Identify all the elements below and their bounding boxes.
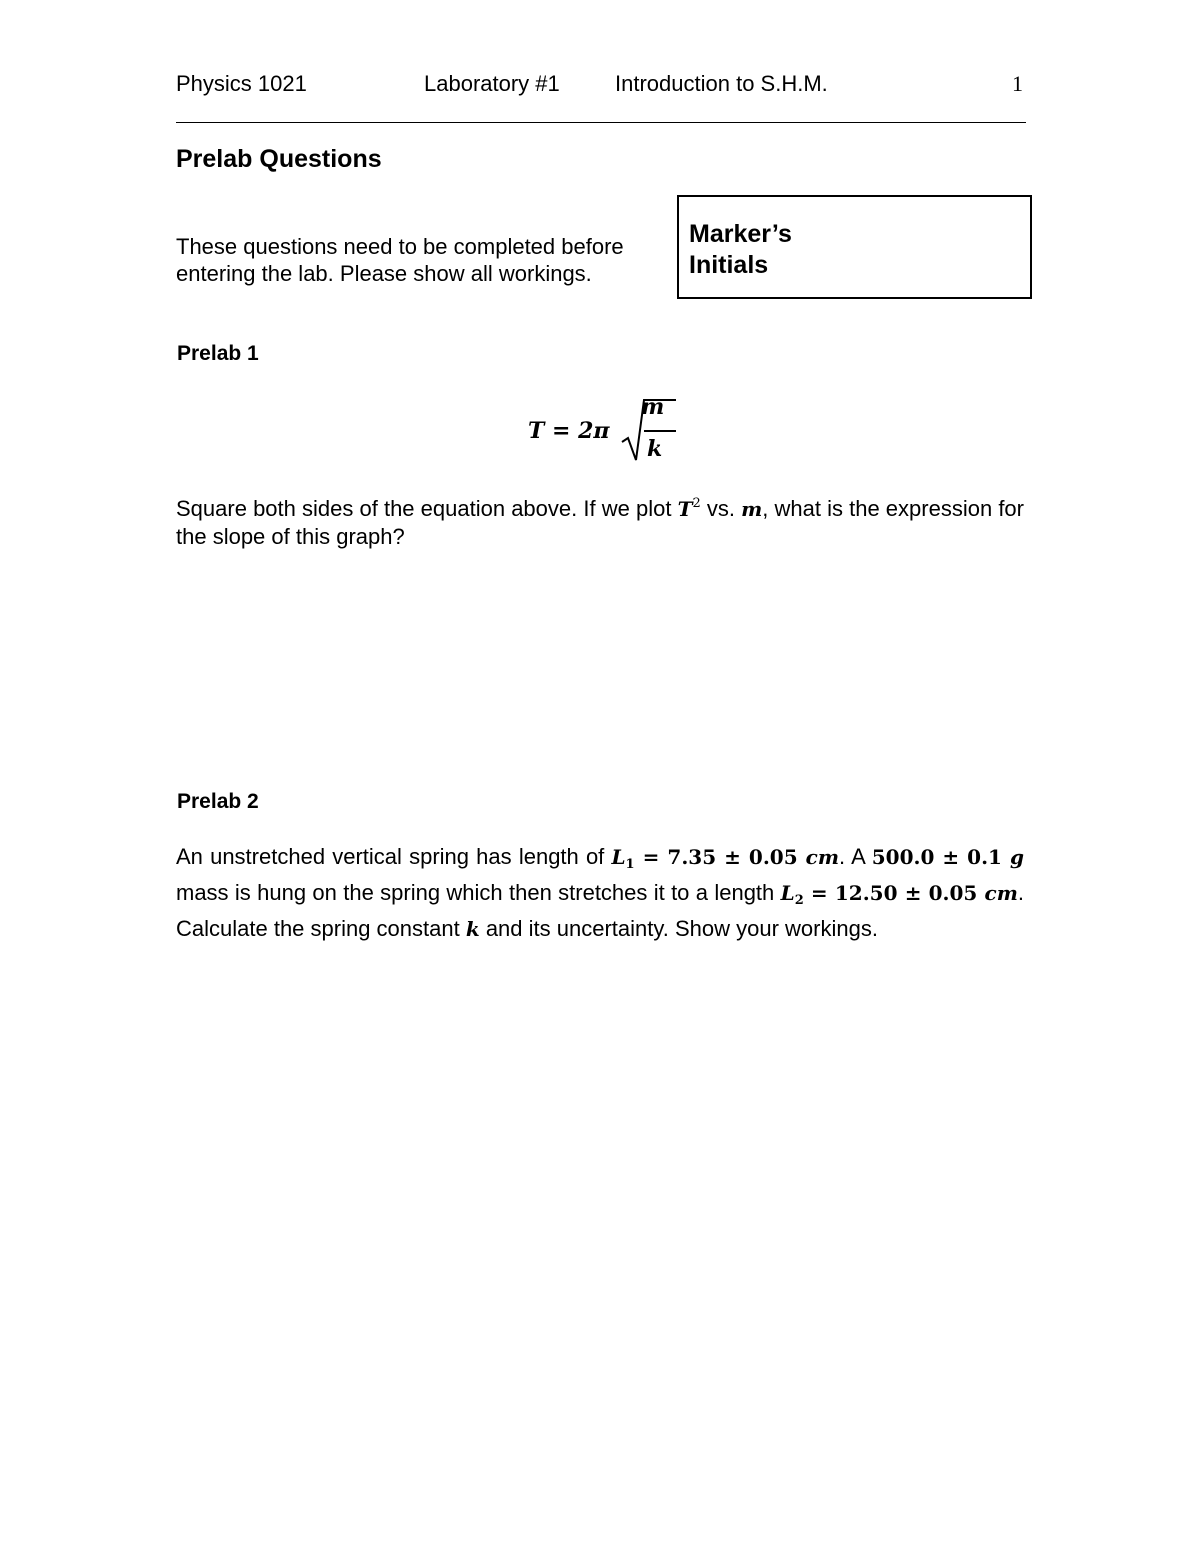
L1-unit: cm [805,845,840,869]
symbol-L1-subscript: 1 [625,857,635,872]
L1-value: = 7.35 ± 0.05 [634,845,806,869]
equation-numerator: m [641,394,665,420]
mass-value: 500.0 ± 0.1 [871,845,1010,869]
intro-text: These questions need to be completed before entering the lab. Please show all workings. [176,234,624,286]
marker-label-line2: Initials [689,251,769,279]
equation-lhs: T = 2π [528,418,610,444]
symbol-T: T [677,497,693,521]
symbol-L1: L [611,845,626,869]
prelab2-question [176,843,1024,943]
mass-unit: g [1010,845,1024,869]
L2-value: = 12.50 ± 0.05 [803,881,985,905]
page-number: 1 [1012,71,1023,96]
prelab2-text-2: . A [839,844,872,869]
prelab2-text-5: and its uncertainty. Show your workings. [479,916,878,941]
symbol-m: m [741,497,763,521]
symbol-k: k [465,917,480,941]
header-course: Physics 1021 [176,71,307,96]
prelab2-text-4: . Calculate the spring constant [176,880,1025,941]
marker-label-line1: Marker’s [689,220,792,248]
symbol-L2-subscript: 2 [794,893,804,908]
symbol-L2: L [780,881,795,905]
prelab2-text-1: An unstretched vertical spring has length of [176,844,612,869]
equation-denominator: k [647,436,663,462]
header-divider [176,122,1026,123]
period-equation [528,394,678,468]
prelab1-question [176,490,1024,551]
marker-label [689,219,792,281]
header-lab: Laboratory #1 [424,71,560,96]
prelab2-heading: Prelab 2 [177,790,259,813]
prelab1-text-2: vs. [700,496,742,521]
prelab2-text-3: mass is hung on the spring which then stretches it to a length [176,880,781,905]
header-topic: Introduction to S.H.M. [615,71,828,96]
L2-unit: cm [984,881,1018,905]
prelab1-heading: Prelab 1 [177,342,259,365]
prelab1-text-3: , what is the expression for the slope of this graph? [176,496,1024,549]
prelab1-text-1: Square both sides of the equation above. If we plot [176,496,678,521]
marker-initials-box [677,195,1032,299]
page-title: Prelab Questions [176,145,382,173]
symbol-T-exponent: 2 [692,496,701,511]
